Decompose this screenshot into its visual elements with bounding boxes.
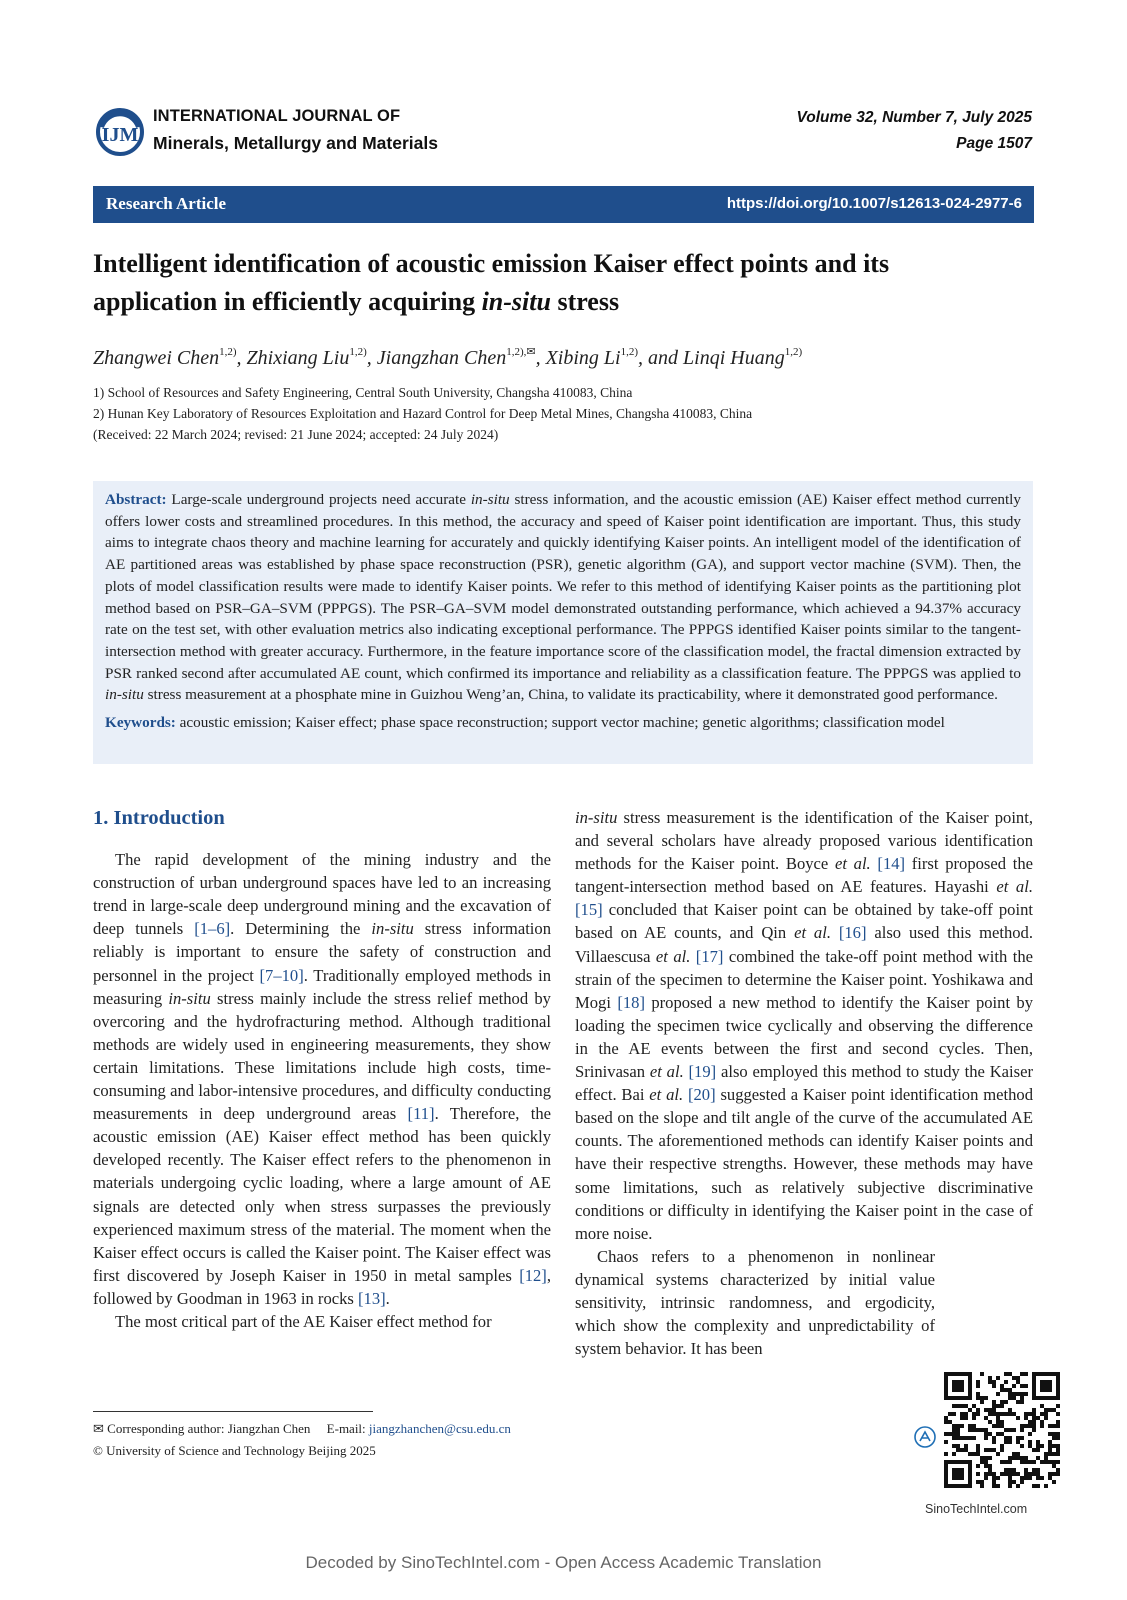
keywords: Keywords: acoustic emission; Kaiser effect; phase space reconstruction; support vector machine; genetic algorithms; classification model bbox=[105, 714, 945, 732]
paragraph: The most critical part of the AE Kaiser effect method for bbox=[115, 1311, 492, 1331]
title-line2-end: stress bbox=[550, 287, 620, 316]
article-type: Research Article bbox=[106, 194, 227, 213]
title-line2-text: application in efficiently acquiring bbox=[93, 287, 482, 316]
abstract-label: Abstract: bbox=[105, 491, 167, 508]
corresponding-author: ✉ Corresponding author: Jiangzhan Chen E-mail: jiangzhanchen@csu.edu.cn bbox=[93, 1421, 511, 1436]
footnote-divider bbox=[93, 1411, 373, 1412]
author: Zhixiang Liu$^{1,2)}$ bbox=[246, 346, 367, 369]
citation-link[interactable]: [11] bbox=[407, 1104, 435, 1124]
author: Zhangwei Chen$^{1,2)}$ bbox=[93, 346, 237, 369]
citation-link[interactable]: [14] bbox=[877, 854, 906, 874]
journal-masthead bbox=[95, 103, 1032, 163]
citation-link[interactable]: [12] bbox=[519, 1265, 547, 1285]
right-column bbox=[575, 806, 1033, 1360]
author: Jiangzhan Chen$^{1,2),✉}$ bbox=[376, 346, 536, 369]
citation-link[interactable]: [19] bbox=[688, 1062, 717, 1082]
title-line2 bbox=[93, 283, 1033, 321]
paper-title bbox=[93, 245, 1033, 321]
citation-link[interactable]: [7–10] bbox=[259, 965, 304, 985]
qr-code-icon[interactable] bbox=[944, 1372, 1060, 1488]
citation-link[interactable]: [16] bbox=[838, 923, 867, 943]
citation-link[interactable]: [13] bbox=[358, 1288, 386, 1308]
citation-link[interactable]: [1–6] bbox=[194, 919, 231, 939]
paragraph: in-situ stress measurement is the identification of the Kaiser point, and several scholars have already proposed various identification methods for the Kaiser point. Boyce et al. [14] first proposed the tangent-intersection method based on AE features. Hayashi et al. [15] concluded that Kaiser point can be obtained by take-off point based on AE counts, and Qin et al. [16] also used this method. Villaescusa et al. [17] combined the take-off point method with the strain of the specimen to determine the Kaiser point. Yoshikawa and Mogi [18] proposed a new method to identify the Kaiser point by loading the specimen twice cyclically and observing the difference in the AE events between the first and second cycles. Then, Srinivasan et al. [19] also employed this method to study the Kaiser effect. Bai et al. [20] suggested a Kaiser point identification method based on the slope and tilt angle of the curve of the accumulated AE counts. The aforementioned methods can identify Kaiser points and have their respective strengths. However, these methods may have some limitations, such as relatively subjective discriminative conditions or difficulty in identifying the Kaiser point in the case of more noise. bbox=[575, 808, 1034, 1243]
email-link[interactable]: jiangzhanchen@csu.edu.cn bbox=[368, 1421, 511, 1436]
left-column bbox=[93, 807, 551, 1333]
copyright-line: © University of Science and Technology Beijing 2025 bbox=[93, 1443, 376, 1458]
citation-link[interactable]: [20] bbox=[687, 1085, 716, 1105]
volume-info: Volume 32, Number 7, July 2025 bbox=[796, 109, 1032, 126]
translation-banner: Decoded by SinoTechIntel.com - Open Access Academic Translation bbox=[305, 1553, 822, 1572]
received-dates: (Received: 22 March 2024; revised: 21 June 2024; accepted: 24 July 2024) bbox=[93, 427, 499, 442]
affiliation-2: 2) Hunan Key Laboratory of Resources Exploitation and Hazard Control for Deep Metal Mines, Changsha 410083, China bbox=[93, 406, 753, 421]
author: Linqi Huang$^{1,2)}$ bbox=[683, 346, 803, 369]
affiliation-1: 1) School of Resources and Safety Engineering, Central South University, Changsha 410083, China bbox=[93, 385, 633, 400]
paragraph: Chaos refers to a phenomenon in nonlinear dynamical systems characterized by initial value sensitivity, intrinsic randomness, and ergodicity, which show the complexity and unpredictability of system behavior. It has been bbox=[575, 1246, 935, 1359]
author-list: Zhangwei Chen$^{1,2)}$, Zhixiang Liu$^{1,2)}$, Jiangzhan Chen$^{1,2),✉}$, Xibing Li$^{1,2)}$, and Linqi Huang$^{1,2)}$ bbox=[93, 346, 803, 369]
journal-name-line2: Minerals, Metallurgy and Materials bbox=[153, 133, 438, 153]
paragraph: The rapid development of the mining industry and the construction of urban underground spaces have led to an increasing trend in large-scale deep underground mining and the excavation of deep tunnels [1–6]. Determining the in-situ stress information reliably is important to ensure the safety of construction and personnel in the project [7–10]. Traditionally employed methods in measuring in-situ stress mainly include the stress relief method by overcoring and the hydrofracturing method. Although traditional methods are widely used in engineering measurements, they show certain limitations. These limitations include high costs, time-consuming and labor-intensive procedures, and difficulty conducting measurements in deep underground areas [11]. Therefore, the acoustic emission (AE) Kaiser effect method has been quickly developed recently. The Kaiser effect refers to the phenomenon in materials undergoing cyclic loading, where a large amount of AE signals are detected only when stress surpasses the previously experienced maximum stress of the material. The moment when the Kaiser effect occurs is called the Kaiser point. The Kaiser effect was first discovered by Joseph Kaiser in 1950 in metal samples [12], followed by Goodman in 1963 in rocks [13]. bbox=[93, 850, 552, 1308]
ijm-logo-icon bbox=[95, 107, 145, 157]
svg-text:IJM: IJM bbox=[101, 124, 139, 146]
article-type-band bbox=[93, 186, 1034, 223]
title-line1: Intelligent identification of acoustic emission Kaiser effect points and its bbox=[93, 249, 890, 278]
title-italic: in-situ bbox=[481, 287, 551, 316]
doi-link[interactable]: https://doi.org/10.1007/s12613-024-2977-6 bbox=[726, 195, 1022, 212]
qr-site-label: SinoTechIntel.com bbox=[925, 1502, 1028, 1516]
author: Xibing Li$^{1,2)}$ bbox=[545, 346, 639, 369]
section-heading: 1. Introduction bbox=[93, 807, 225, 829]
translate-badge-icon bbox=[913, 1425, 937, 1449]
citation-link[interactable]: [17] bbox=[695, 946, 724, 966]
abstract-text: Abstract: Large-scale underground projects need accurate in-situ stress information, and the acoustic emission (AE) Kaiser effect method currently offers lower costs and streamlined procedures. In this method, the accuracy and speed of Kaiser point identification are important. Thus, this study aims to integrate chaos theory and machine learning for accurately and quickly identifying Kaiser points. An intelligent model of the identification of AE partitioned areas was established by phase space reconstruction (PSR), genetic algorithm (GA), and support vector machine (SVM). Then, the plots of model classification results were made to identify Kaiser points. We refer to this method of identifying Kaiser points as the partitioning plot method based on PSR–GA–SVM (PPPGS). The PSR–GA–SVM model demonstrated outstanding performance, which achieved a 94.37% accuracy rate on the test set, with other evaluation metrics also indicating exceptional performance. The PPPGS identified Kaiser points similar to the tangent-intersection method with greater accuracy. Furthermore, in the feature importance score of the classification model, the fractal dimension extracted by PSR ranked second after accumulated AE count, which confirmed its importance and reliability as a classification feature. The PPPGS was applied to in-situ stress measurement at a phosphate mine in Guizhou Weng’an, China, to validate its practicability, where it demonstrated good performance. bbox=[105, 491, 1021, 704]
abstract-box bbox=[93, 481, 1033, 764]
journal-name-line1: INTERNATIONAL JOURNAL OF bbox=[153, 107, 401, 125]
keywords-label: Keywords: bbox=[105, 714, 176, 732]
citation-link[interactable]: [15] bbox=[575, 900, 603, 920]
page-number: Page 1507 bbox=[956, 135, 1032, 152]
citation-link[interactable]: [18] bbox=[617, 992, 645, 1012]
